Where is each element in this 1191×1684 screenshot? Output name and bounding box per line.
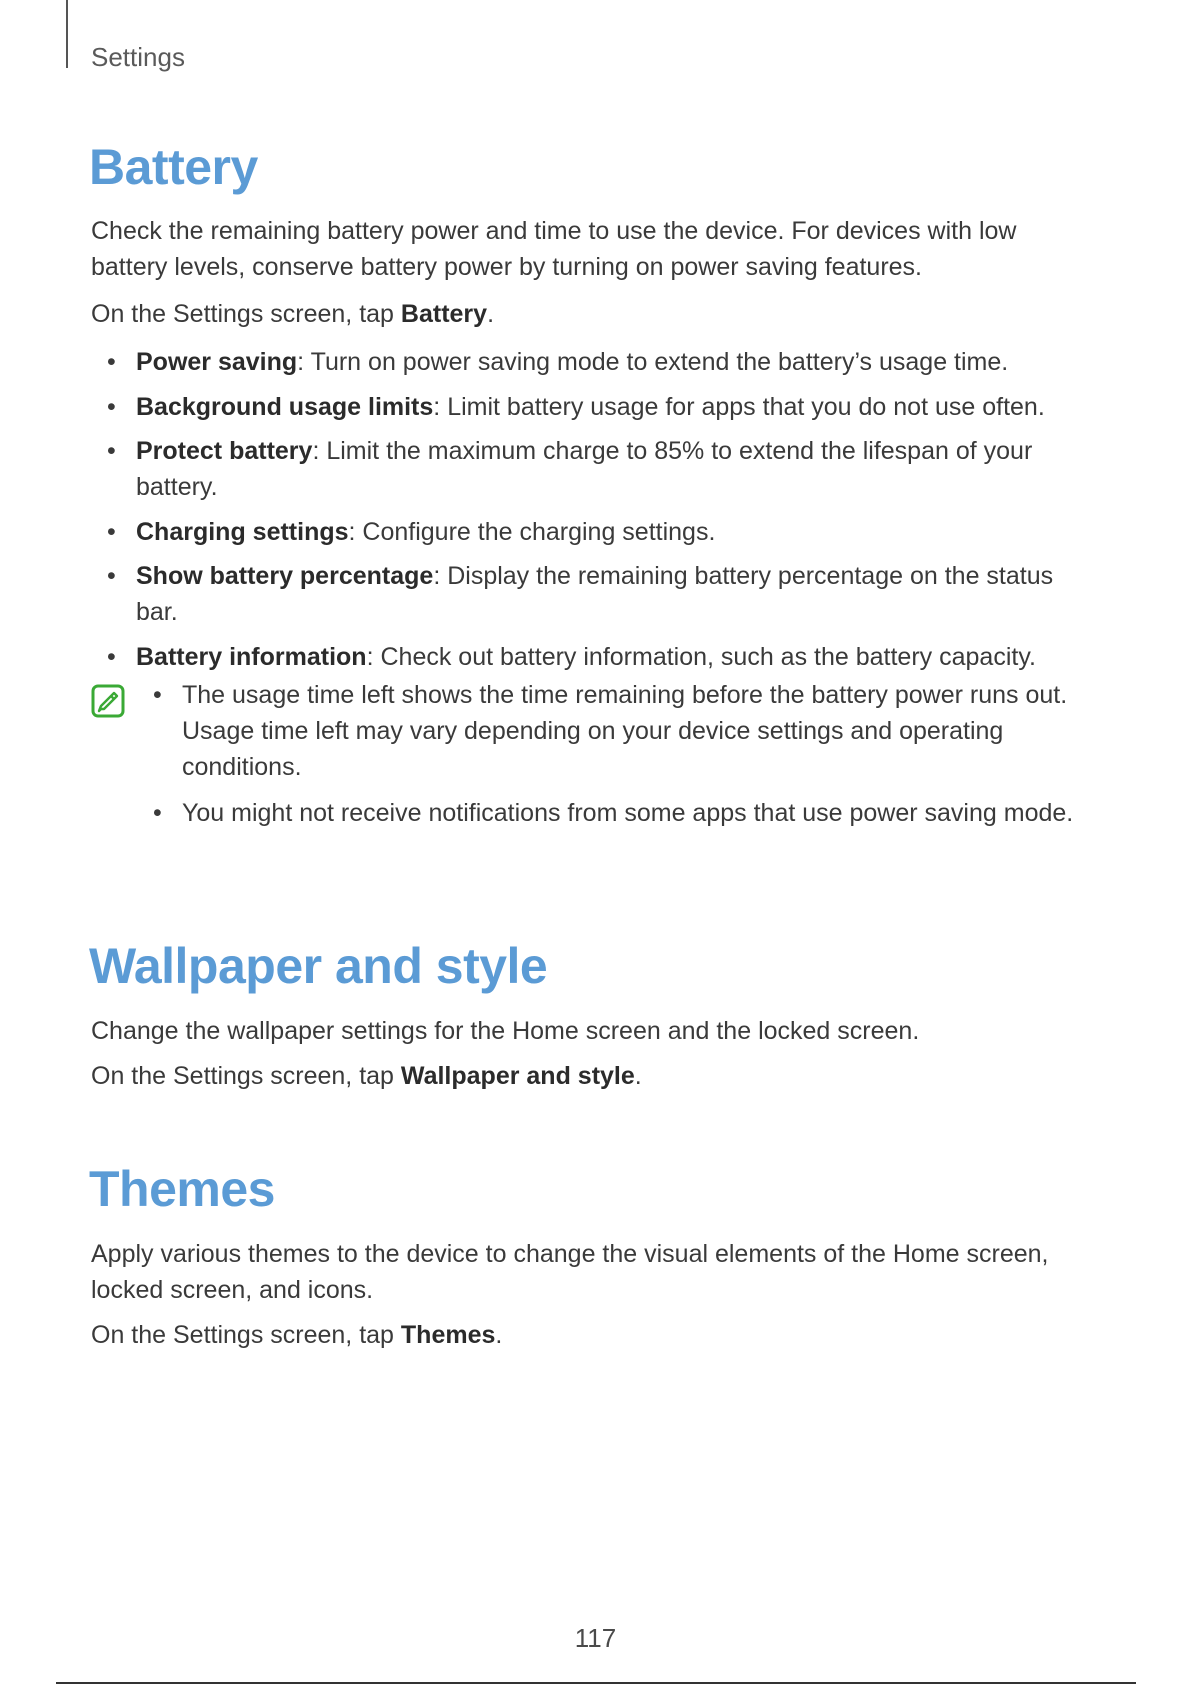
themes-intro: Apply various themes to the device to change the visual elements of the Home screen, locked screen, and icons. (91, 1240, 1049, 1304)
option-term: Show battery percentage (136, 562, 434, 590)
bullet-dot: • (107, 643, 116, 671)
option-term: Protect battery (136, 437, 313, 465)
tap-prefix: On the Settings screen, tap (91, 1321, 401, 1349)
themes-tap-instruction (91, 1317, 1091, 1353)
tap-suffix: . (487, 300, 495, 328)
page-number: 117 (574, 1623, 617, 1653)
battery-intro: Check the remaining battery power and time to use the device. For devices with low battery levels, conserve battery power by turning on power saving features. (91, 217, 1017, 281)
option-desc: : Limit the maximum charge to 85% to extend the lifespan of your battery. (136, 437, 1033, 501)
tap-prefix: On the Settings screen, tap (91, 1062, 401, 1090)
option-desc: : Display the remaining battery percentage on the status bar. (136, 562, 1054, 626)
option-term: Battery information (136, 643, 367, 671)
option-desc: : Configure the charging settings. (348, 518, 716, 546)
wallpaper-tap-instruction (91, 1058, 1091, 1094)
battery-tap-instruction (91, 296, 1091, 332)
tap-target: Wallpaper and style (400, 1062, 635, 1090)
bullet-dot: • (153, 681, 162, 709)
note-text: The usage time left shows the time remaining before the battery power runs out. Usage time left may vary depending on your device settings and operating conditions. (182, 681, 1068, 781)
tap-suffix: . (634, 1062, 642, 1090)
note-pencil-icon (91, 684, 125, 718)
battery-title: Battery (89, 139, 258, 195)
themes-title: Themes (89, 1161, 275, 1217)
bullet-dot: • (107, 437, 116, 465)
wallpaper-title: Wallpaper and style (89, 938, 548, 994)
tap-prefix: On the Settings screen, tap (91, 300, 401, 328)
tap-suffix: . (495, 1321, 503, 1349)
bullet-dot: • (107, 348, 116, 376)
running-header: Settings (91, 42, 185, 72)
option-desc: : Turn on power saving mode to extend the battery’s usage time. (297, 348, 1009, 376)
header-rule (66, 0, 68, 68)
option-term: Charging settings (136, 518, 349, 546)
bullet-dot: • (107, 518, 116, 546)
tap-target: Themes (400, 1321, 496, 1349)
bullet-dot: • (107, 393, 116, 421)
note-text: You might not receive notifications from some apps that use power saving mode. (182, 799, 1074, 827)
option-term: Power saving (136, 348, 298, 376)
option-desc: : Limit battery usage for apps that you do not use often. (433, 393, 1045, 421)
wallpaper-intro: Change the wallpaper settings for the Home screen and the locked screen. (91, 1017, 920, 1045)
option-term: Background usage limits (136, 393, 434, 421)
option-desc: : Check out battery information, such as the battery capacity. (366, 643, 1036, 671)
bullet-dot: • (153, 799, 162, 827)
tap-target: Battery (400, 300, 488, 328)
bullet-dot: • (107, 562, 116, 590)
